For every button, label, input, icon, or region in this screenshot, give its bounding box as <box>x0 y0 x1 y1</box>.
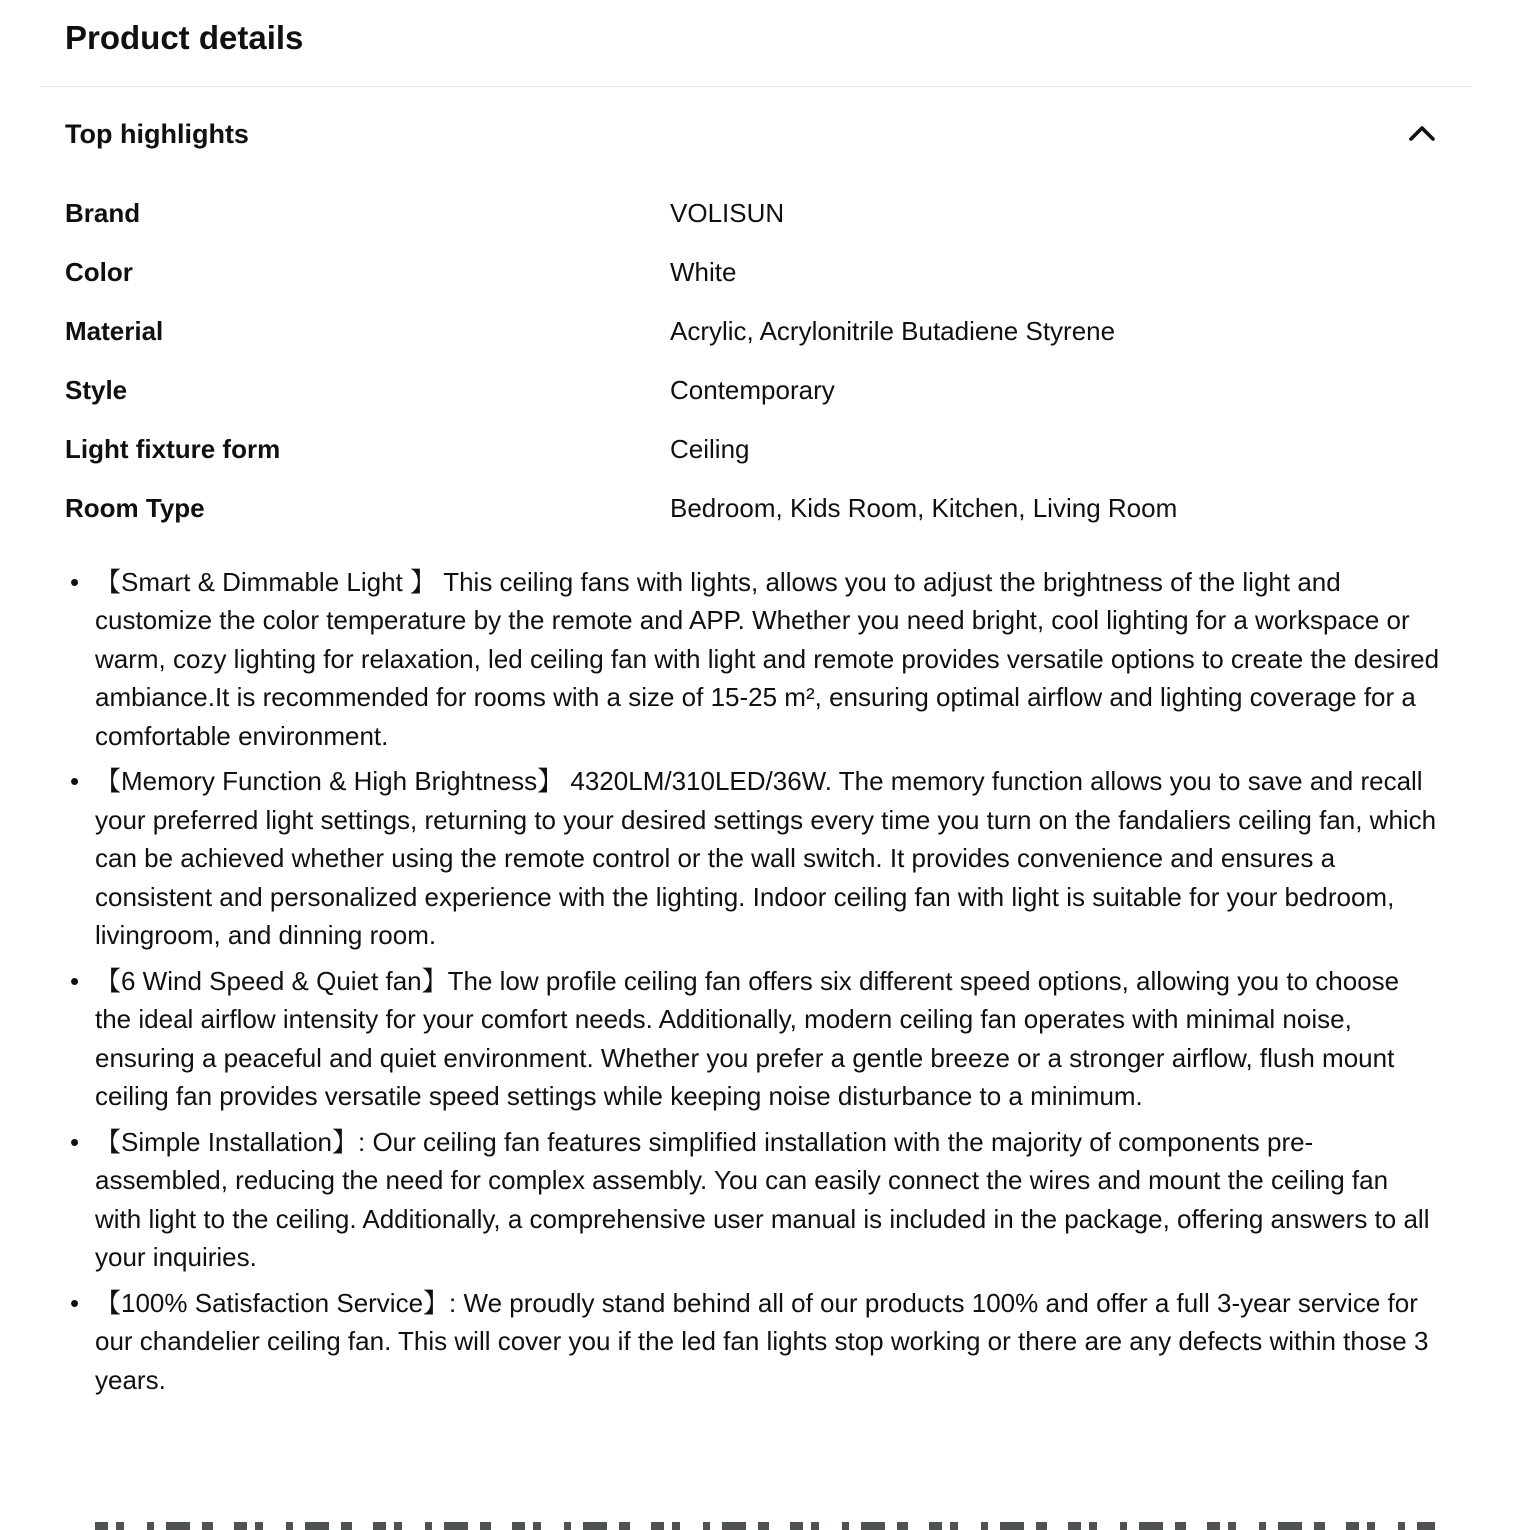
attribute-label: Color <box>65 256 133 287</box>
highlight-bullet: • 【6 Wind Speed & Quiet fan】The low profile ceiling fan offers six different speed options, allowing you to choose the ideal airflow intensity for your comfort needs. Additionally, modern ceiling fan operates with minimal noise, ensuring a peaceful and quiet environment. Whether you prefer a gentle breeze or a stronger airflow, flush mount ceiling fan provides versatile speed settings while keeping noise disturbance to a minimum. <box>95 962 1440 1116</box>
highlight-bullet: • 【100% Satisfaction Service】: We proudly stand behind all of our products 100% and offer a full 3-year service for our chandelier ceiling fan. This will cover you if the led fan lights stop working or there are any defects within those 3 years. <box>95 1284 1440 1400</box>
attribute-value: Acrylic, Acrylonitrile Butadiene Styrene <box>670 315 1116 346</box>
attribute-value: Contemporary <box>670 374 835 405</box>
collapse-section-button[interactable] <box>1407 124 1437 144</box>
attribute-value: VOLISUN <box>670 197 785 228</box>
attribute-value: White <box>670 256 737 287</box>
highlights-attribute-table <box>65 194 1470 527</box>
attribute-row <box>65 312 1470 350</box>
attribute-label: Material <box>65 315 164 346</box>
product-details-page <box>0 16 1514 1399</box>
clipped-text-line <box>95 1522 1435 1530</box>
attribute-value: Ceiling <box>670 433 750 464</box>
attribute-row <box>65 253 1470 291</box>
attribute-label: Room Type <box>65 492 205 523</box>
chevron-up-icon <box>1407 124 1437 144</box>
highlights-bullet-list <box>65 563 1470 1400</box>
top-highlights-header <box>65 117 1470 152</box>
top-highlights-section <box>65 117 1470 1400</box>
attribute-label: Light fixture form <box>65 433 281 464</box>
attribute-label: Style <box>65 374 128 405</box>
page-title: Product details <box>65 19 304 56</box>
attribute-label: Brand <box>65 197 141 228</box>
highlight-bullet: • 【Memory Function & High Brightness】 4320LM/310LED/36W. The memory function allows you to save and recall your preferred light settings, returning to your desired settings every time you turn on the fandaliers ceiling fan, which can be achieved whether using the remote control or the wall switch. It provides convenience and ensures a consistent and personalized experience with the lighting. Indoor ceiling fan with light is suitable for your bedroom, livingroom, and dinning room. <box>95 762 1440 955</box>
highlight-bullet: • 【Smart & Dimmable Light 】 This ceiling fans with lights, allows you to adjust the brightness of the light and customize the color temperature by the remote and APP. Whether you need bright, cool lighting for a workspace or warm, cozy lighting for relaxation, led ceiling fan with light and remote provides versatile options to create the desired ambiance.It is recommended for rooms with a size of 15-25 m², ensuring optimal airflow and lighting coverage for a comfortable environment. <box>95 563 1440 756</box>
attribute-value: Bedroom, Kids Room, Kitchen, Living Room <box>670 492 1178 523</box>
top-highlights-title: Top highlights <box>65 118 249 149</box>
attribute-row <box>65 371 1470 409</box>
attribute-row <box>65 194 1470 232</box>
section-divider <box>40 86 1470 87</box>
attribute-row <box>65 489 1470 527</box>
attribute-row <box>65 430 1470 468</box>
highlight-bullet: • 【Simple Installation】: Our ceiling fan features simplified installation with the majority of components pre-assembled, reducing the need for complex assembly. You can easily connect the wires and mount the ceiling fan with light to the ceiling. Additionally, a comprehensive user manual is included in the package, offering answers to all your inquiries. <box>95 1123 1440 1277</box>
